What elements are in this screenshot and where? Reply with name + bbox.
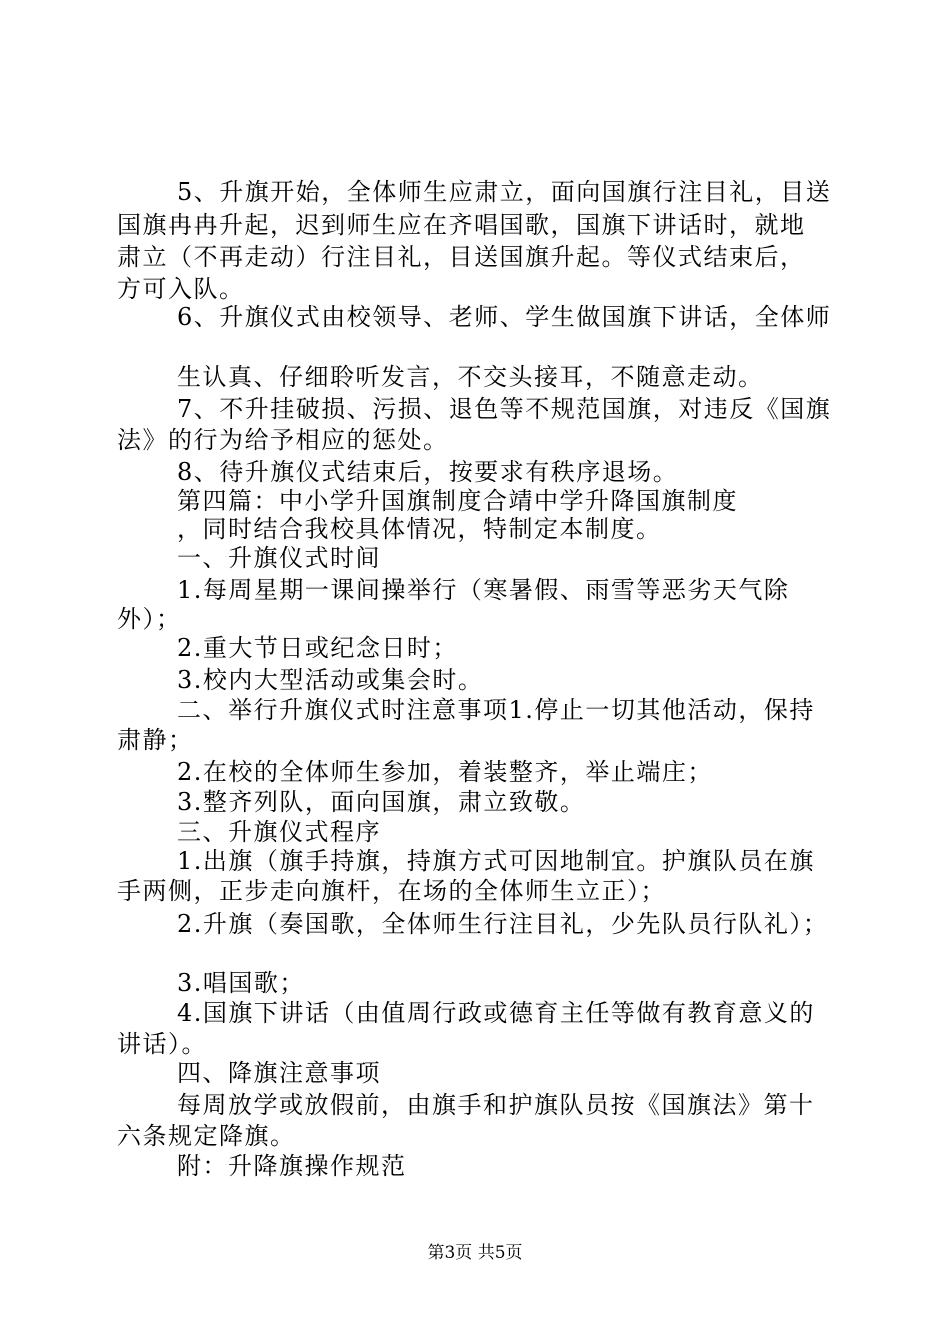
text-line: 方可入队。 [117, 275, 245, 303]
text-line: 5、升旗开始，全体师生应肃立，面向国旗行注目礼，目送 [177, 178, 832, 206]
text-line: 四、降旗注意事项 [177, 1059, 381, 1087]
text-line: 第四篇：中小学升国旗制度合靖中学升降国旗制度 [177, 487, 738, 515]
text-line: 国旗冉冉升起，迟到师生应在齐唱国歌，国旗下讲话时，就地 [117, 211, 806, 239]
text-line: 手两侧，正步走向旗杆，在场的全体师生立正）； [117, 877, 666, 905]
text-line: 4.国旗下讲话（由值周行政或德育主任等做有教育意义的 [177, 999, 815, 1027]
text-line: 肃立（不再走动）行注目礼，目送国旗升起。等仪式结束后， [117, 243, 806, 271]
text-line: 1.每周星期一课间操举行（寒暑假、雨雪等恶劣天气除 [177, 576, 790, 604]
text-line: 一、升旗仪式时间 [177, 544, 381, 572]
text-line: 生认真、仔细聆听发言，不交头接耳，不随意走动。 [177, 363, 764, 391]
text-line: 附：升降旗操作规范 [177, 1152, 407, 1180]
page-footer: 第3页 共5页 [427, 1243, 523, 1263]
text-line: ，同时结合我校具体情况，特制定本制度。 [177, 515, 662, 543]
text-line: 三、升旗仪式程序 [177, 818, 381, 846]
text-line: 8、待升旗仪式结束后，按要求有秩序退场。 [177, 458, 679, 486]
text-line: 每周放学或放假前，由旗手和护旗队员按《国旗法》第十 [177, 1091, 815, 1119]
text-line: 2.升旗（奏国歌，全体师生行注目礼，少先队员行队礼）； [177, 910, 829, 938]
text-line: 3.整齐列队，面向国旗，肃立致敬。 [177, 788, 586, 816]
text-line: 外）； [117, 605, 182, 633]
text-line: 二、举行升旗仪式时注意事项1.停止一切其他活动，保持 [177, 696, 815, 724]
text-line: 肃静； [117, 726, 194, 754]
text-line: 7、不升挂破损、污损、退色等不规范国旗，对违反《国旗 [177, 395, 832, 423]
text-line: 3.唱国歌； [177, 969, 305, 997]
text-line: 法》的行为给予相应的惩处。 [117, 426, 449, 454]
text-line: 3.校内大型活动或集会时。 [177, 666, 484, 694]
text-line: 六条规定降旗。 [117, 1122, 296, 1150]
text-line: 2.在校的全体师生参加，着装整齐，举止端庄； [177, 758, 713, 786]
text-line: 讲话）。 [117, 1030, 207, 1058]
text-line: 1.出旗（旗手持旗，持旗方式可因地制宜。护旗队员在旗 [177, 847, 815, 875]
text-line: 2.重大节日或纪念日时； [177, 634, 458, 662]
text-line: 6、升旗仪式由校领导、老师、学生做国旗下讲话，全体师 [177, 303, 832, 331]
